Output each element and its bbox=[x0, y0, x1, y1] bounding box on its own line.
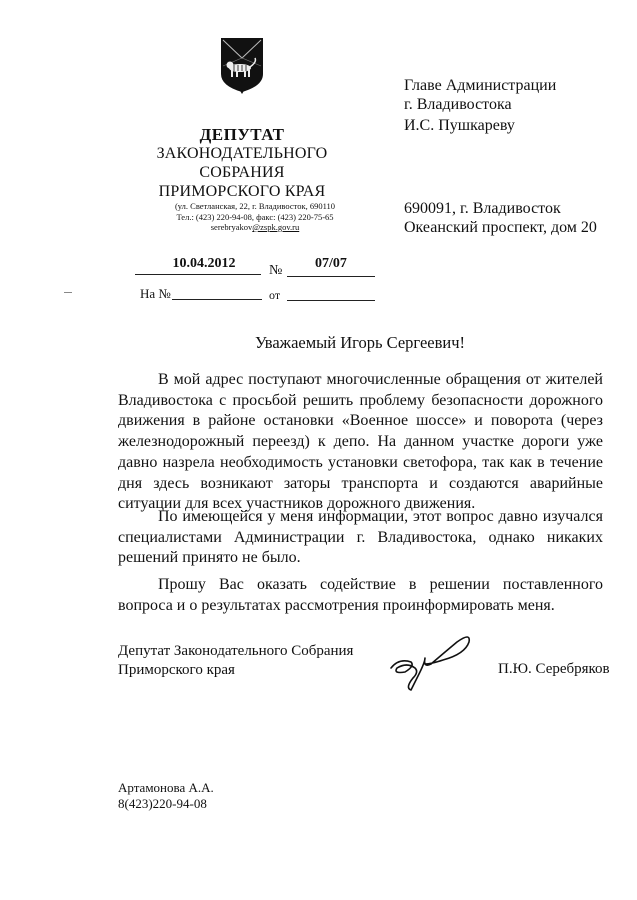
addressee-name: И.С. Пушкареву bbox=[404, 117, 515, 134]
ref-number-label: На № bbox=[140, 286, 171, 301]
paragraph-2 bbox=[118, 507, 603, 569]
email-user: serebryakov bbox=[210, 222, 253, 232]
executor-block bbox=[118, 780, 214, 812]
executor-phone: 8(423)220-94-08 bbox=[118, 796, 207, 811]
executor-name: Артамонова А.А. bbox=[118, 780, 214, 795]
letterhead-address: (ул. Светланская, 22, г. Владивосток, 690110 bbox=[174, 201, 336, 211]
salutation: Уважаемый Игорь Сергеевич! bbox=[254, 333, 466, 352]
letterhead-title: ДЕПУТАТ bbox=[199, 125, 285, 144]
addressee-line-1: Главе Администрации bbox=[404, 77, 557, 94]
ref-number-underline bbox=[172, 299, 262, 300]
date-underline bbox=[135, 274, 261, 275]
letterhead-email[interactable] bbox=[150, 222, 360, 233]
addressee-line-2: г. Владивостока bbox=[404, 96, 512, 113]
handwritten-signature-icon bbox=[385, 628, 475, 693]
coat-of-arms-icon bbox=[219, 36, 265, 94]
paragraph-text: По имеющейся у меня информации, этот вопрос давно изучался специалистами Администрации г. Владивостока, однако никаких решений принято не было. bbox=[118, 508, 603, 567]
email-domain: @zspk.gov.ru bbox=[252, 222, 300, 232]
letterhead-line-2: СОБРАНИЯ bbox=[199, 164, 285, 181]
registration-number: 07/07 bbox=[315, 256, 347, 271]
letterhead-line-3: ПРИМОРСКОГО КРАЯ bbox=[158, 183, 326, 200]
paragraph-text: Прошу Вас оказать содействие в решении поставленного вопроса и о результатах рассмотрения проинформировать меня. bbox=[118, 576, 603, 614]
letterhead-contacts bbox=[150, 201, 360, 233]
margin-mark bbox=[64, 292, 72, 293]
ref-from-label: от bbox=[269, 288, 281, 302]
postal-line-1: 690091, г. Владивосток bbox=[404, 200, 561, 217]
registration-date: 10.04.2012 bbox=[172, 256, 236, 271]
ref-from-underline bbox=[287, 300, 375, 301]
addressee-postal bbox=[404, 199, 597, 237]
postal-line-2: Океанский проспект, дом 20 bbox=[404, 219, 597, 236]
addressee-title bbox=[404, 76, 556, 114]
letterhead-phone: Тел.: (423) 220-94-08, факс: (423) 220-75-65 bbox=[176, 211, 334, 222]
position-line-1: Депутат Законодательного Собрания bbox=[118, 643, 354, 659]
number-underline bbox=[287, 276, 375, 277]
signatory-position bbox=[118, 642, 353, 680]
paragraph-3 bbox=[118, 575, 603, 616]
position-line-2: Приморского края bbox=[118, 662, 235, 678]
signatory-name: П.Ю. Серебряков bbox=[498, 661, 610, 677]
number-label: № bbox=[269, 263, 283, 278]
letterhead-line-1: ЗАКОНОДАТЕЛЬНОГО bbox=[156, 145, 328, 162]
paragraph-1 bbox=[118, 370, 603, 515]
paragraph-text: В мой адрес поступают многочисленные обращения от жителей Владивостока с просьбой решить проблему безопасности дорожного движения в районе остановки «Военное шоссе» и поворота (через железнодорожный переезд) к депо. На данном участке дороги уже давно назрела необходимость установки светофора, так как в течение дня здесь возникают заторы транспорта и создаются аварийные ситуации для всех участников дорожного движения. bbox=[118, 371, 603, 513]
